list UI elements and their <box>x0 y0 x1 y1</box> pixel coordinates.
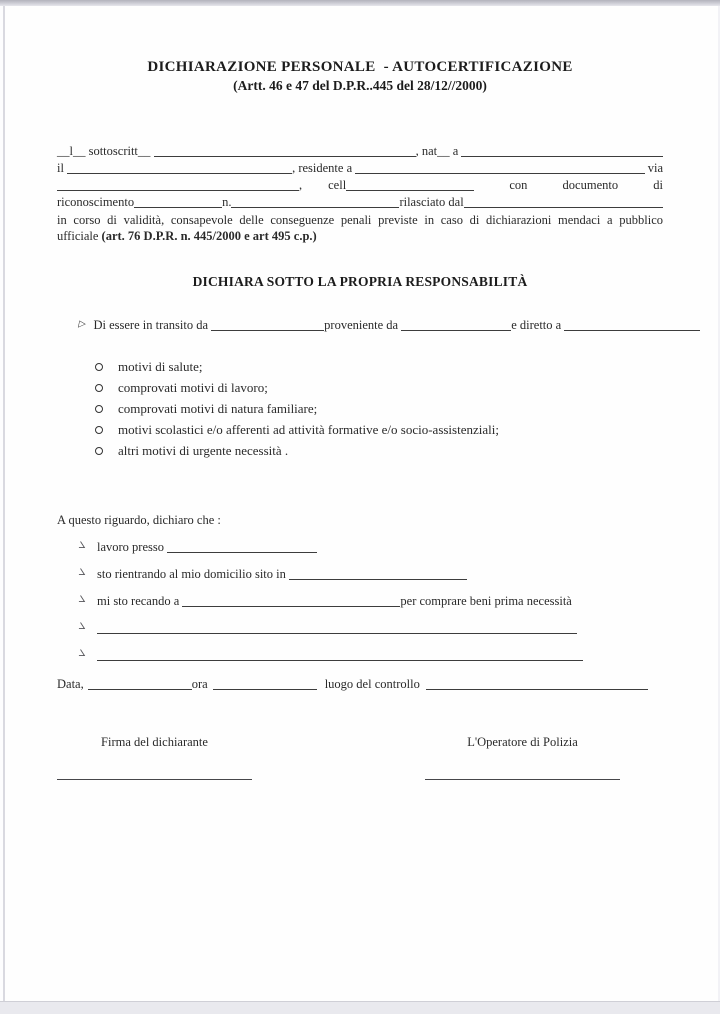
intro-text: , <box>299 178 303 192</box>
document-subtitle: (Artt. 46 e 47 del D.P.R..445 del 28/12//2000) <box>233 78 487 93</box>
angle-bullet-icon: ∠ <box>77 622 86 632</box>
circle-bullet-icon <box>95 363 103 371</box>
declaration-heading: DICHIARA SOTTO LA PROPRIA RESPONSABILITÀ <box>192 274 528 289</box>
list-item <box>76 568 663 582</box>
list-item <box>95 359 663 374</box>
intro-text: __l__ sottoscritt__ <box>57 144 154 158</box>
reason-label: comprovati motivi di natura familiare; <box>118 400 318 416</box>
angle-bullet-icon: ∠ <box>77 568 86 578</box>
blank-line-directed-to <box>564 321 700 331</box>
blank-line-other-1 <box>97 624 577 634</box>
page-edge-bottom <box>0 1001 720 1014</box>
decl-item-label: lavoro presso <box>97 540 168 554</box>
time-label: ora <box>191 677 208 691</box>
blank-line-date <box>88 680 192 690</box>
intro-text: riconoscimento <box>57 195 135 209</box>
reason-label: comprovati motivi di lavoro; <box>118 379 268 395</box>
transit-text: e diretto a <box>511 318 565 332</box>
circle-bullet-icon <box>95 426 103 434</box>
intro-line-2 <box>57 159 663 176</box>
intro-text: , residente a <box>292 161 356 175</box>
list-item <box>95 380 663 395</box>
intro-text: cell <box>328 178 347 192</box>
intro-text: via <box>644 161 663 175</box>
list-item <box>95 401 663 416</box>
blank-line-doc-issuer <box>464 198 663 208</box>
intro-line-3 <box>57 176 663 193</box>
list-item <box>76 649 663 663</box>
blank-line-domicile <box>289 570 467 580</box>
list-item <box>76 622 663 636</box>
decl-item-label: per comprare beni prima necessità <box>400 594 572 608</box>
blank-line-residence <box>355 164 644 174</box>
riguardo-heading: A questo riguardo, dichiaro che : <box>57 513 221 527</box>
blank-line-name <box>154 147 416 157</box>
intro-text: rilasciato dal <box>399 195 464 209</box>
intro-text: ufficiale <box>57 229 102 243</box>
blank-line-birthdate <box>67 164 292 174</box>
angle-bullet-icon: ∠ <box>77 595 86 605</box>
intro-text: , nat__ a <box>415 144 462 158</box>
reason-label: motivi scolastici e/o afferenti ad attività formative e/o socio-assistenziali; <box>118 421 499 437</box>
blank-line-coming-from <box>401 321 511 331</box>
reasons-list <box>95 359 663 458</box>
blank-line-other-2 <box>97 651 583 661</box>
circle-bullet-icon <box>95 405 103 413</box>
document-title: DICHIARAZIONE PERSONALE - AUTOCERTIFICAZIONE <box>147 59 573 75</box>
arrowhead-bullet-icon: ▷ <box>77 318 88 330</box>
control-place-label: luogo del controllo <box>324 677 420 691</box>
intro-text: di <box>653 178 663 192</box>
officer-signature-block <box>425 734 620 780</box>
list-item <box>95 422 663 437</box>
intro-text: documento <box>562 178 619 192</box>
blank-line-doc-number <box>231 198 399 208</box>
declarant-signature-block <box>57 734 252 780</box>
blank-line-phone <box>346 181 474 191</box>
reason-label: motivi di salute; <box>118 358 203 374</box>
intro-text: n. <box>222 195 232 209</box>
angle-bullet-icon: ∠ <box>77 541 86 551</box>
blank-line-workplace <box>167 543 317 553</box>
blank-line-birthplace <box>461 147 663 157</box>
transit-text: Di essere in transito da <box>93 318 212 332</box>
intro-line-1 <box>57 142 663 159</box>
list-item <box>76 541 663 555</box>
declaration-items <box>57 541 663 663</box>
angle-bullet-icon: ∠ <box>77 649 86 659</box>
date-control-row <box>57 676 648 692</box>
blank-line-street <box>57 181 299 191</box>
signature-line <box>57 779 252 780</box>
reason-label: altri motivi di urgente necessità . <box>118 442 289 458</box>
list-item <box>76 595 663 609</box>
blank-line-destination <box>182 597 400 607</box>
declarant-signature-label: Firma del dichiarante <box>101 735 208 749</box>
intro-text: il <box>57 161 68 175</box>
intro-line-4 <box>57 193 663 210</box>
intro-paragraph <box>57 142 663 244</box>
list-item <box>95 443 663 458</box>
blank-line-time <box>213 680 317 690</box>
circle-bullet-icon <box>95 447 103 455</box>
blank-line-transit-from <box>211 321 324 331</box>
blank-line-doc-type <box>134 198 222 208</box>
intro-line-6 <box>57 228 663 244</box>
legal-reference: (art. 76 D.P.R. n. 445/2000 e art 495 c.p.) <box>101 229 317 243</box>
signature-line <box>425 779 620 780</box>
transit-text: proveniente da <box>324 318 402 332</box>
intro-line-5: in corso di validità, consapevole delle conseguenze penali previste in caso di dichiarazioni mendaci a pubblico <box>57 213 663 227</box>
decl-item-label: mi sto recando a <box>97 594 183 608</box>
decl-item-label: sto rientrando al mio domicilio sito in <box>97 567 289 581</box>
officer-signature-label: L'Operatore di Polizia <box>467 735 578 749</box>
blank-line-control-place <box>426 680 648 690</box>
document-body <box>5 6 718 1001</box>
date-label: Data, <box>57 677 84 691</box>
transit-statement <box>78 317 700 333</box>
circle-bullet-icon <box>95 384 103 392</box>
intro-text: con <box>509 178 528 192</box>
signatures-section <box>57 734 663 780</box>
